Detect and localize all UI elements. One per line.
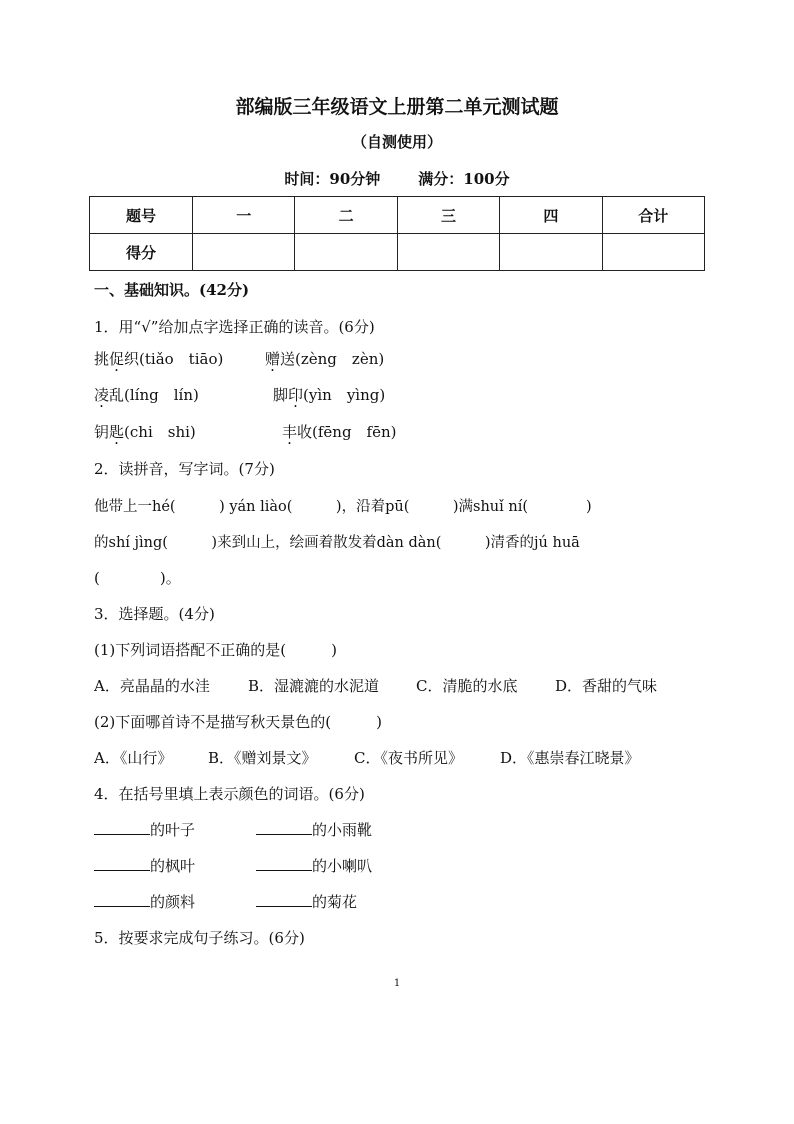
pinyin-item: 赠送(zèng zèn): [265, 350, 385, 368]
table-header-cell: 三: [397, 197, 499, 234]
fill-item: 的菊花: [256, 891, 357, 912]
option-d: D．《惠崇春江晓景》: [500, 749, 640, 767]
blank-line[interactable]: [256, 857, 312, 871]
question-title: 2．读拼音，写字词。(7分): [94, 460, 275, 478]
exam-info: [0, 168, 794, 189]
pinyin-item: 丰收(fēng fēn): [282, 423, 397, 441]
score-cell[interactable]: [500, 234, 602, 271]
question-title: 3．选择题。(4分): [94, 605, 215, 623]
option-c: C．清脆的水底: [416, 677, 518, 695]
score-label: 满分：100分: [418, 170, 510, 188]
fill-item: 的枫叶: [94, 855, 195, 876]
fill-item: 的小喇叭: [256, 855, 372, 876]
question-line: 的shí jìng( )来到山上，绘画着散发着dàn dàn( )清香的jú huā: [94, 535, 580, 551]
pinyin-item: 钥匙(chi shi): [94, 423, 196, 441]
question-line: ( )。: [94, 569, 181, 587]
blank-line[interactable]: [256, 821, 312, 835]
option-a: A．亮晶晶的水洼: [94, 677, 210, 695]
score-table: [89, 196, 705, 271]
table-header-cell: 一: [193, 197, 295, 234]
blank-line[interactable]: [94, 893, 150, 907]
sub-question: (2)下面哪首诗不是描写秋天景色的( ): [94, 713, 382, 731]
question-title: 4．在括号里填上表示颜色的词语。(6分): [94, 785, 365, 803]
score-cell[interactable]: [397, 234, 499, 271]
score-table-header-row: [90, 197, 705, 234]
page-number: 1: [393, 978, 401, 989]
blank-line[interactable]: [94, 857, 150, 871]
page-title: 部编版三年级语文上册第二单元测试题: [235, 96, 559, 118]
section-heading: 一、基础知识。(42分): [94, 281, 250, 299]
question-line: 他带上一hé( ) yán liào( )，沿着pū( )满shuǐ ní( ): [94, 499, 592, 515]
table-header-cell: 四: [500, 197, 602, 234]
option-c: C．《夜书所见》: [354, 749, 463, 767]
option-b: B．《赠刘景文》: [208, 749, 317, 767]
time-label: 时间：90分钟: [284, 170, 381, 188]
pinyin-item: 脚印(yìn yìng): [273, 386, 386, 404]
pinyin-item: 凌乱(líng lín): [94, 386, 199, 404]
question-title: 1．用“√”给加点字选择正确的读音。(6分): [94, 318, 375, 336]
score-table-score-row: [90, 234, 705, 271]
option-a: A．《山行》: [94, 749, 173, 767]
fill-item: 的叶子: [94, 819, 195, 840]
fill-item: 的颜料: [94, 891, 195, 912]
table-row-label: 得分: [90, 234, 193, 271]
option-b: B．湿漉漉的水泥道: [248, 677, 380, 695]
score-cell[interactable]: [602, 234, 704, 271]
question-title: 5．按要求完成句子练习。(6分): [94, 929, 305, 947]
fill-item: 的小雨靴: [256, 819, 372, 840]
pinyin-item: 挑促织(tiǎo tiāo): [94, 350, 224, 368]
table-header-cell: 二: [295, 197, 397, 234]
blank-line[interactable]: [256, 893, 312, 907]
blank-line[interactable]: [94, 821, 150, 835]
score-cell[interactable]: [193, 234, 295, 271]
score-cell[interactable]: [295, 234, 397, 271]
sub-question: (1)下列词语搭配不正确的是( ): [94, 641, 337, 659]
table-header-cell: 合计: [602, 197, 704, 234]
page-subtitle: （自测使用）: [351, 133, 442, 151]
option-d: D．香甜的气味: [555, 677, 658, 695]
table-header-cell: 题号: [90, 197, 193, 234]
